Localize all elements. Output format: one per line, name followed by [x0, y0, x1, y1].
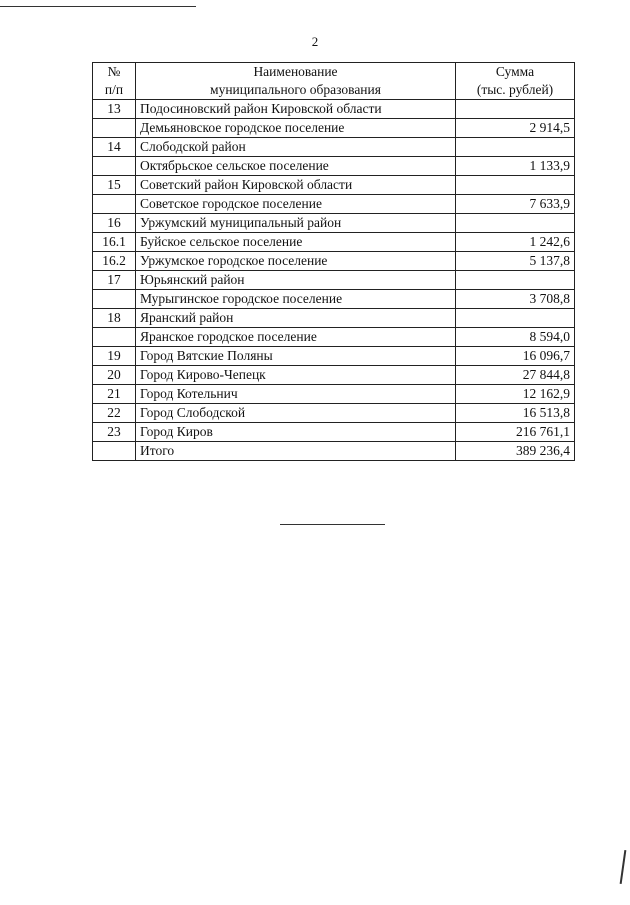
header-name-line2: муниципального образования [210, 82, 381, 97]
header-num-line1: № [107, 64, 121, 79]
row-name-cell: Город Кирово-Чепецк [136, 366, 456, 385]
row-sum-cell [456, 138, 575, 157]
header-sum [456, 63, 575, 100]
table-row [93, 100, 575, 119]
row-sum-cell: 27 844,8 [456, 366, 575, 385]
table-row [93, 328, 575, 347]
row-number-cell [93, 195, 136, 214]
table-row [93, 214, 575, 233]
row-name-cell: Октябрьское сельское поселение [136, 157, 456, 176]
table-body [93, 100, 575, 461]
header-sum-line1: Сумма [495, 64, 535, 79]
row-sum-cell: 389 236,4 [456, 442, 575, 461]
table-row [93, 195, 575, 214]
header-name-line1: Наименование [253, 64, 338, 79]
row-name-cell: Подосиновский район Кировской области [136, 100, 456, 119]
row-number-cell: 16.2 [93, 252, 136, 271]
row-number-cell: 17 [93, 271, 136, 290]
row-sum-cell [456, 309, 575, 328]
row-sum-cell: 216 761,1 [456, 423, 575, 442]
row-number-cell: 16.1 [93, 233, 136, 252]
row-name-cell: Буйское сельское поселение [136, 233, 456, 252]
row-name-cell: Советский район Кировской области [136, 176, 456, 195]
margin-mark [620, 850, 627, 884]
row-number-cell: 16 [93, 214, 136, 233]
row-number-cell: 18 [93, 309, 136, 328]
table-row [93, 119, 575, 138]
table-row [93, 271, 575, 290]
table-row [93, 176, 575, 195]
row-number-cell: 14 [93, 138, 136, 157]
table-row [93, 309, 575, 328]
row-number-cell: 21 [93, 385, 136, 404]
table-row [93, 290, 575, 309]
table-row [93, 404, 575, 423]
row-name-cell: Итого [136, 442, 456, 461]
row-sum-cell: 16 513,8 [456, 404, 575, 423]
row-name-cell: Город Киров [136, 423, 456, 442]
row-sum-cell: 1 242,6 [456, 233, 575, 252]
row-number-cell [93, 442, 136, 461]
row-sum-cell [456, 100, 575, 119]
row-name-cell: Юрьянский район [136, 271, 456, 290]
row-sum-cell: 7 633,9 [456, 195, 575, 214]
row-number-cell: 23 [93, 423, 136, 442]
row-number-cell: 15 [93, 176, 136, 195]
row-number-cell: 20 [93, 366, 136, 385]
header-sum-line2: (тыс. рублей) [476, 82, 554, 97]
row-name-cell: Мурыгинское городское поселение [136, 290, 456, 309]
table-header-row [93, 63, 575, 100]
table-row [93, 138, 575, 157]
row-name-cell: Советское городское поселение [136, 195, 456, 214]
row-name-cell: Слободской район [136, 138, 456, 157]
table-row [93, 157, 575, 176]
page-number: 2 [311, 34, 319, 49]
row-sum-cell: 8 594,0 [456, 328, 575, 347]
header-num [93, 63, 136, 100]
row-number-cell [93, 119, 136, 138]
budget-table [92, 62, 575, 461]
table-row [93, 366, 575, 385]
row-name-cell: Демьяновское городское поселение [136, 119, 456, 138]
table-row [93, 252, 575, 271]
row-sum-cell [456, 214, 575, 233]
table-row [93, 347, 575, 366]
row-sum-cell: 3 708,8 [456, 290, 575, 309]
table-row [93, 442, 575, 461]
row-name-cell: Город Вятские Поляны [136, 347, 456, 366]
row-sum-cell: 16 096,7 [456, 347, 575, 366]
row-number-cell [93, 328, 136, 347]
row-number-cell [93, 290, 136, 309]
row-name-cell: Уржумский муниципальный район [136, 214, 456, 233]
table-row [93, 423, 575, 442]
row-number-cell: 22 [93, 404, 136, 423]
row-sum-cell: 1 133,9 [456, 157, 575, 176]
row-name-cell: Яранское городское поселение [136, 328, 456, 347]
bottom-rule [280, 524, 385, 525]
row-sum-cell: 5 137,8 [456, 252, 575, 271]
row-sum-cell: 12 162,9 [456, 385, 575, 404]
header-name [136, 63, 456, 100]
table-row [93, 385, 575, 404]
row-sum-cell: 2 914,5 [456, 119, 575, 138]
row-sum-cell [456, 271, 575, 290]
table-row [93, 233, 575, 252]
row-sum-cell [456, 176, 575, 195]
header-num-line2: п/п [104, 82, 124, 97]
row-number-cell [93, 157, 136, 176]
row-name-cell: Яранский район [136, 309, 456, 328]
top-rule [0, 6, 196, 7]
row-name-cell: Город Слободской [136, 404, 456, 423]
row-number-cell: 19 [93, 347, 136, 366]
row-name-cell: Уржумское городское поселение [136, 252, 456, 271]
row-number-cell: 13 [93, 100, 136, 119]
row-name-cell: Город Котельнич [136, 385, 456, 404]
